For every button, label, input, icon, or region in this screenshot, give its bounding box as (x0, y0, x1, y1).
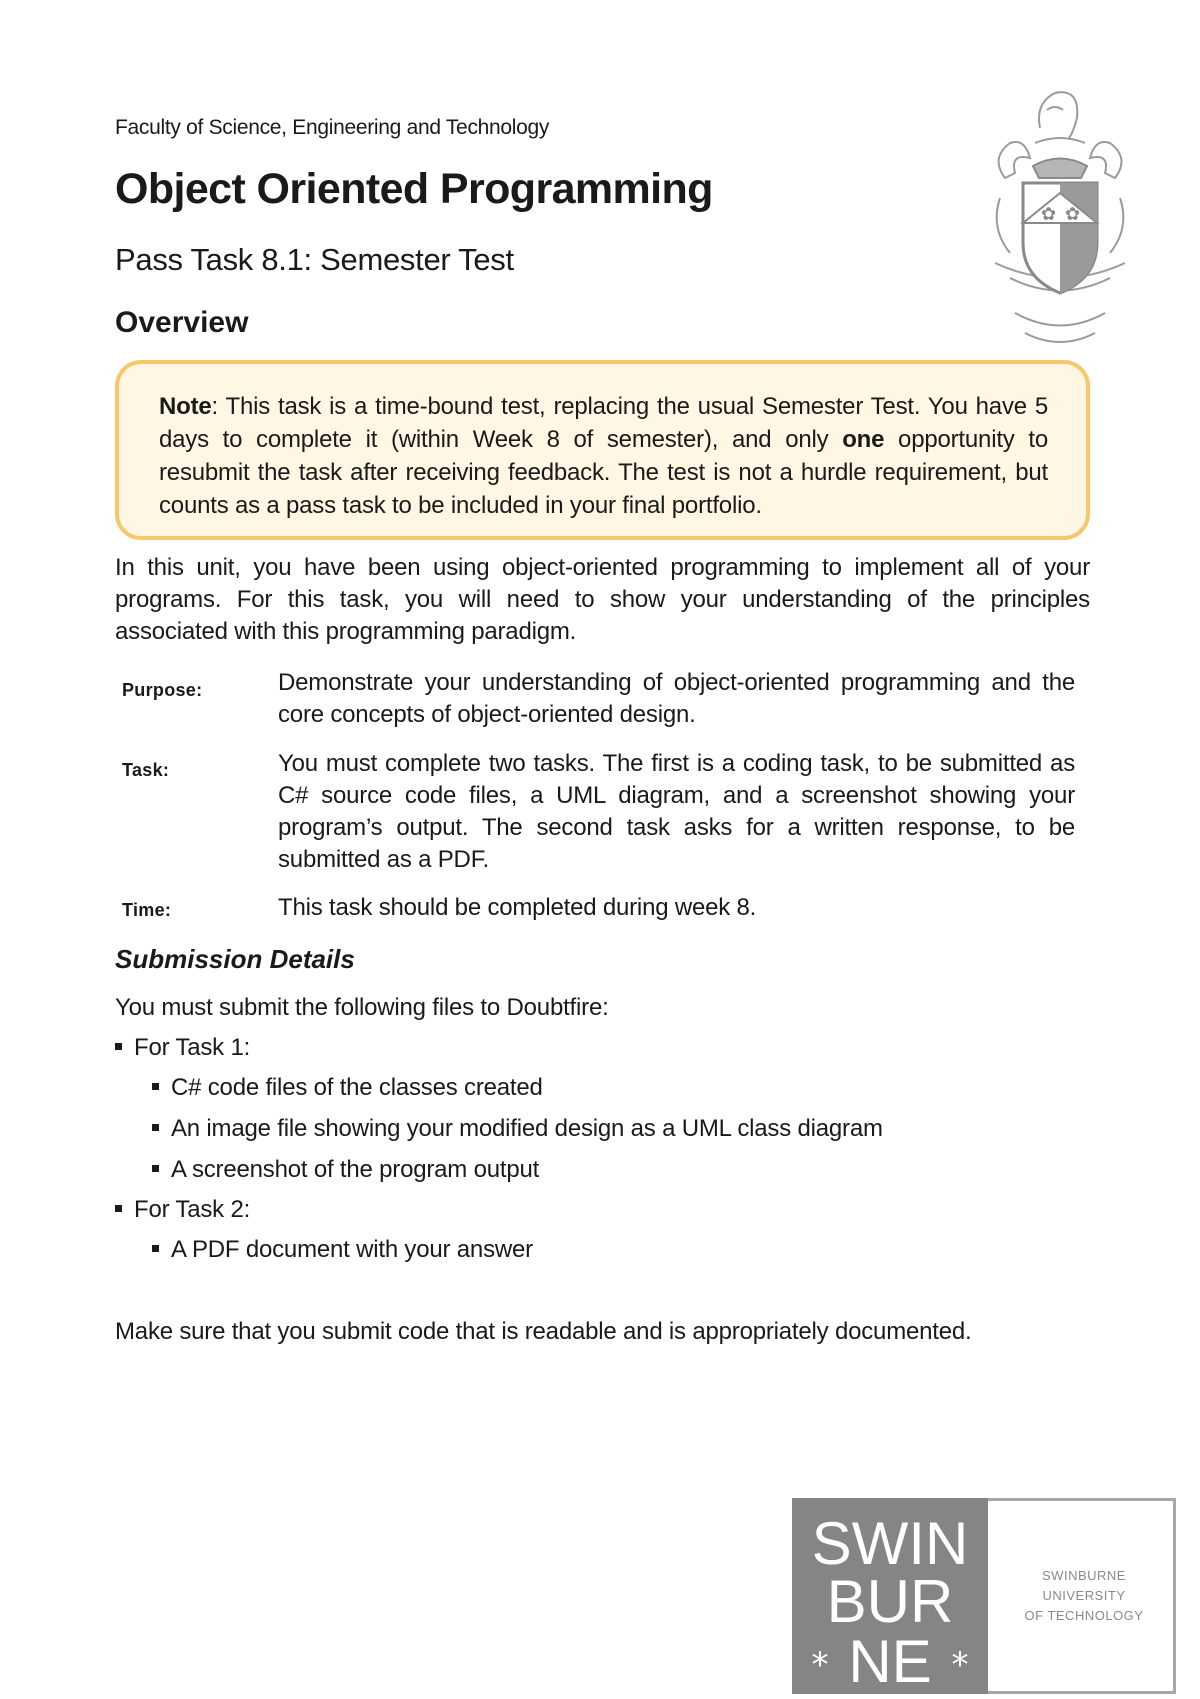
note-box (115, 360, 1090, 540)
list-item-task1 (115, 1034, 250, 1062)
logo-star-left-icon: * (811, 1645, 829, 1685)
time-label: Time: (122, 900, 172, 920)
university-name (1000, 1566, 1168, 1626)
note-text-part2: opportunity to resubmit the task after receiving feedback. The test is not a hurdle requirement, but counts as a pass task to be included in your final portfolio. (159, 426, 1048, 519)
swinburne-logo (792, 1498, 988, 1694)
list-item-text: C# code files of the classes created (171, 1074, 543, 1101)
bullet-square-icon (152, 1245, 159, 1252)
intro-paragraph: In this unit, you have been using object-oriented programming to implement all of your programs. For this task, you will need to show your understanding of the principles associated with this programming paradigm. (115, 554, 1090, 645)
task-label: Task: (122, 760, 170, 780)
note-label: Note (159, 393, 212, 420)
university-name-line2: OF TECHNOLOGY (1024, 1608, 1144, 1623)
task-text: You must complete two tasks. The first is a coding task, to be submitted as C# source code files, a UML diagram, and a screenshot showing your program’s output. The second task asks for a written response, to be submitted as a PDF. (278, 750, 1075, 873)
faculty-name: Faculty of Science, Engineering and Technology (115, 116, 550, 139)
logo-line1: SWIN (811, 1510, 969, 1577)
svg-text:✿: ✿ (1041, 204, 1057, 225)
bullet-square-icon (152, 1165, 159, 1172)
list-item (152, 1236, 533, 1264)
submission-heading: Submission Details (115, 944, 355, 974)
submission-intro: You must submit the following files to Doubtfire: (115, 994, 609, 1021)
task-subtitle: Pass Task 8.1: Semester Test (115, 242, 514, 277)
bullet-square-icon (115, 1205, 122, 1212)
list-item (152, 1074, 543, 1102)
time-text: This task should be completed during week 8. (278, 894, 757, 921)
note-text-part1: : This task is a time-bound test, replacing the usual Semester Test. You have 5 days to complete it (within Week 8 of semester), and only (159, 393, 1048, 453)
purpose-label: Purpose: (122, 680, 203, 700)
note-emphasis: one (842, 426, 885, 453)
page-title: Object Oriented Programming (115, 165, 713, 213)
list-item-text: A screenshot of the program output (171, 1156, 540, 1183)
task1-label: For Task 1: (134, 1034, 251, 1061)
bullet-square-icon (115, 1043, 122, 1050)
task2-label: For Task 2: (134, 1196, 251, 1223)
university-crest-icon (985, 88, 1135, 358)
list-item-text: An image file showing your modified design as a UML class diagram (171, 1115, 883, 1142)
purpose-text: Demonstrate your understanding of object-oriented programming and the core concepts of object-oriented design. (278, 669, 1075, 728)
university-name-line1: SWINBURNE UNIVERSITY (1042, 1568, 1126, 1603)
closing-paragraph: Make sure that you submit code that is readable and is appropriately documented. (115, 1318, 972, 1345)
logo-line3: NE (848, 1628, 932, 1694)
bullet-square-icon (152, 1124, 159, 1131)
bullet-square-icon (152, 1083, 159, 1090)
overview-heading: Overview (115, 306, 249, 339)
logo-line2: BUR (826, 1568, 954, 1635)
list-item-text: A PDF document with your answer (171, 1236, 533, 1263)
list-item-task2 (115, 1196, 250, 1224)
list-item (152, 1156, 539, 1184)
svg-text:✿: ✿ (1065, 204, 1081, 225)
logo-star-right-icon: * (951, 1645, 969, 1685)
list-item (152, 1115, 883, 1143)
